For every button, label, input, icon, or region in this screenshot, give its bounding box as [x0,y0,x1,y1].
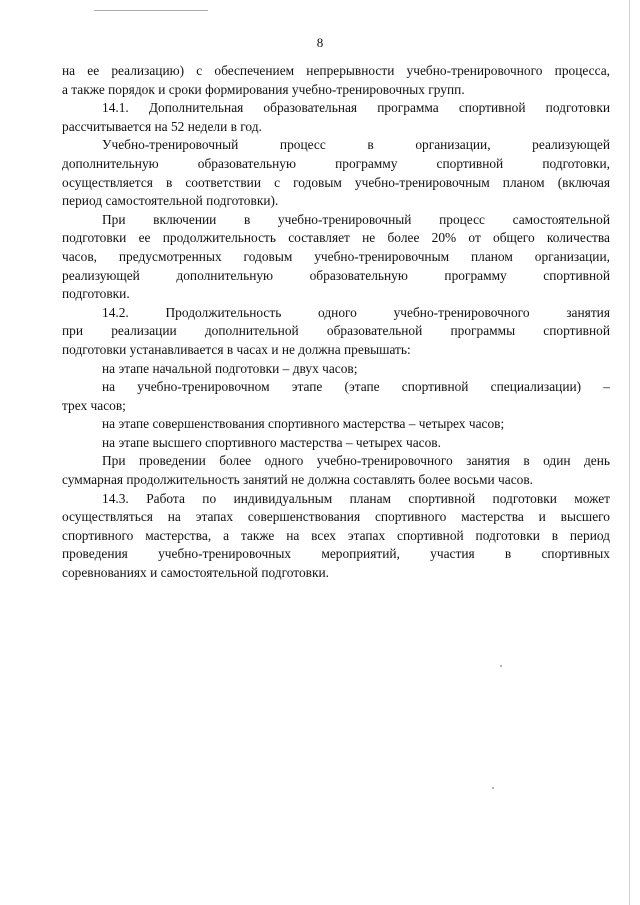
text-line: осуществляется в соответствии с годовым учебно-тренировочным планом (включая [62,174,610,190]
text-line: суммарная продолжительность занятий не должна составлять более восьми часов. [62,472,533,488]
section-14-3-line: 14.3. Работа по индивидуальным планам спортивной подготовки может [102,490,610,506]
scan-artifact-edge [629,0,630,905]
text-line: спортивного мастерства, а также на всех этапах спортивной подготовки в период [62,527,610,543]
text-line: осуществляться на этапах совершенствования спортивного мастерства и высшего [62,509,610,525]
text-line: подготовки ее продолжительность составляет не более 20% от общего количества [62,230,610,246]
text-line: при реализации дополнительной образовательной программы спортивной [62,323,610,339]
text-line: трех часов; [62,397,126,413]
text-line: При проведении более одного учебно-тренировочного занятия в один день [102,453,610,469]
text-line: подготовки. [62,286,130,302]
text-line: реализующей дополнительную образовательную программу спортивной [62,267,610,283]
text-line: проведения учебно-тренировочных мероприятий, участия в спортивных [62,546,610,562]
scan-speck [500,665,502,667]
text-line: дополнительную образовательную программу спортивной подготовки, [62,155,610,171]
scan-artifact-line [94,10,208,11]
text-line: рассчитывается на 52 недели в год. [62,118,262,134]
text-line: на ее реализацию) с обеспечением непрерывности учебно-тренировочного процесса, [62,63,610,78]
list-item: на учебно-тренировочном этапе (этапе спортивной специализации) – [102,379,610,395]
scan-speck [492,787,494,789]
text-line: период самостоятельной подготовки). [62,193,279,209]
text-line: При включении в учебно-тренировочный процесс самостоятельной [102,211,610,227]
text-line: Учебно-тренировочный процесс в организации, реализующей [102,137,610,153]
section-14-1-line: 14.1. Дополнительная образовательная программа спортивной подготовки [102,100,610,116]
text-line: часов, предусмотренных годовым учебно-тренировочным планом организации, [62,248,610,264]
section-14-2-line: 14.2. Продолжительность одного учебно-тренировочного занятия [102,304,610,320]
list-item: на этапе начальной подготовки – двух часов; [102,360,358,376]
text-line: а также порядок и сроки формирования учебно-тренировочных групп. [62,81,465,97]
list-item: на этапе совершенствования спортивного мастерства – четырех часов; [102,416,505,432]
text-line: подготовки устанавливается в часах и не должна превышать: [62,341,411,357]
document-body [62,62,610,583]
list-item: на этапе высшего спортивного мастерства – четырех часов. [102,434,441,450]
page-number: 8 [316,35,324,50]
text-line: соревнованиях и самостоятельной подготовки. [62,565,330,581]
